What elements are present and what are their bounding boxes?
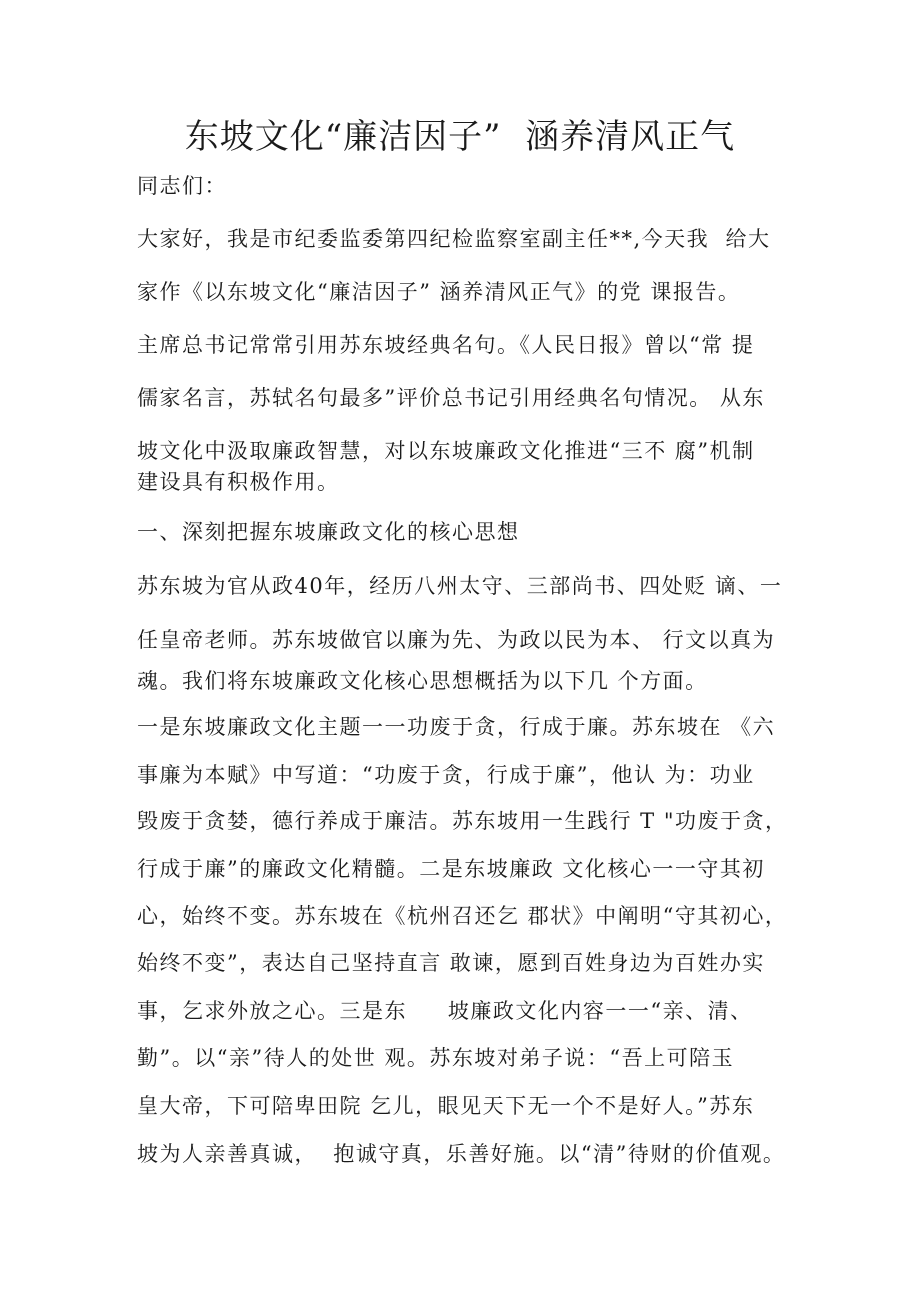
paragraph-line: 事，乞求外放之心。三是东 坡廉政文化内容一一“亲、清、 bbox=[137, 999, 753, 1023]
paragraph-line: 心，始终不变。苏东坡在《杭州召还乞 郡状》中阐明“守其初心， bbox=[137, 904, 788, 928]
paragraph-line: 大家好，我是市纪委监委第四纪检监察室副主任**,今天我 给大 bbox=[137, 227, 771, 251]
paragraph-line: 坡为人亲善真诚， 抱诚守真，乐善好施。以“清”待财的价值观。 bbox=[137, 1142, 786, 1166]
paragraph-line: 苏东坡为官从政40年，经历八州太守、三部尚书、四处贬 谪、一 bbox=[137, 574, 783, 598]
paragraph-line: 儒家名言，苏轼名句最多”评价总书记引用经典名句情况。 从东 bbox=[137, 386, 765, 410]
paragraph-line: 任皇帝老师。苏东坡做官以廉为先、为政以民为本、 行文以真为 bbox=[137, 628, 776, 652]
paragraph-line: 一是东坡廉政文化主题一一功废于贪，行成于廉。苏东坡在 《六 bbox=[137, 715, 776, 739]
paragraph-line: 勤”。以“亲”待人的处世 观。苏东坡对弟子说：“吾上可陪玉 bbox=[137, 1046, 735, 1070]
paragraph-line: 皇大帝，下可陪卑田院 乞儿，眼见天下无一个不是好人。”苏东 bbox=[137, 1094, 755, 1118]
paragraph-line: 主席总书记常常引用苏东坡经典名句。《人民日报》曾以“常 提 bbox=[137, 333, 755, 357]
paragraph-line: 始终不变”，表达自己坚持直言 敢谏，愿到百姓身边为百姓办实 bbox=[137, 951, 765, 975]
paragraph-line: 家作《以东坡文化“廉洁因子” 涵养清风正气》的党 课报告。 bbox=[137, 280, 741, 304]
paragraph-line: 事廉为本赋》中写道：“功废于贪，行成于廉”，他认 为：功业 bbox=[137, 763, 755, 787]
paragraph-line: 行成于廉”的廉政文化精髓。二是东坡廉政 文化核心一一守其初 bbox=[137, 857, 765, 881]
paragraph-line: 毁废于贪婪，德行养成于廉洁。苏东坡用一生践行 T "功废于贪， bbox=[137, 809, 788, 833]
paragraph-line: 建设具有积极作用。 bbox=[137, 470, 340, 494]
paragraph-line: 坡文化中汲取廉政智慧，对以东坡廉政文化推进“三不 腐”机制 bbox=[137, 439, 755, 463]
document-title: 东坡文化“廉洁因子” 涵养清风正气 bbox=[184, 117, 736, 157]
salutation: 同志们： bbox=[137, 174, 227, 198]
paragraph-line: 魂。我们将东坡廉政文化核心思想概括为以下几 个方面。 bbox=[137, 669, 708, 693]
section-heading: 一、深刻把握东坡廉政文化的核心思想 bbox=[137, 520, 520, 544]
